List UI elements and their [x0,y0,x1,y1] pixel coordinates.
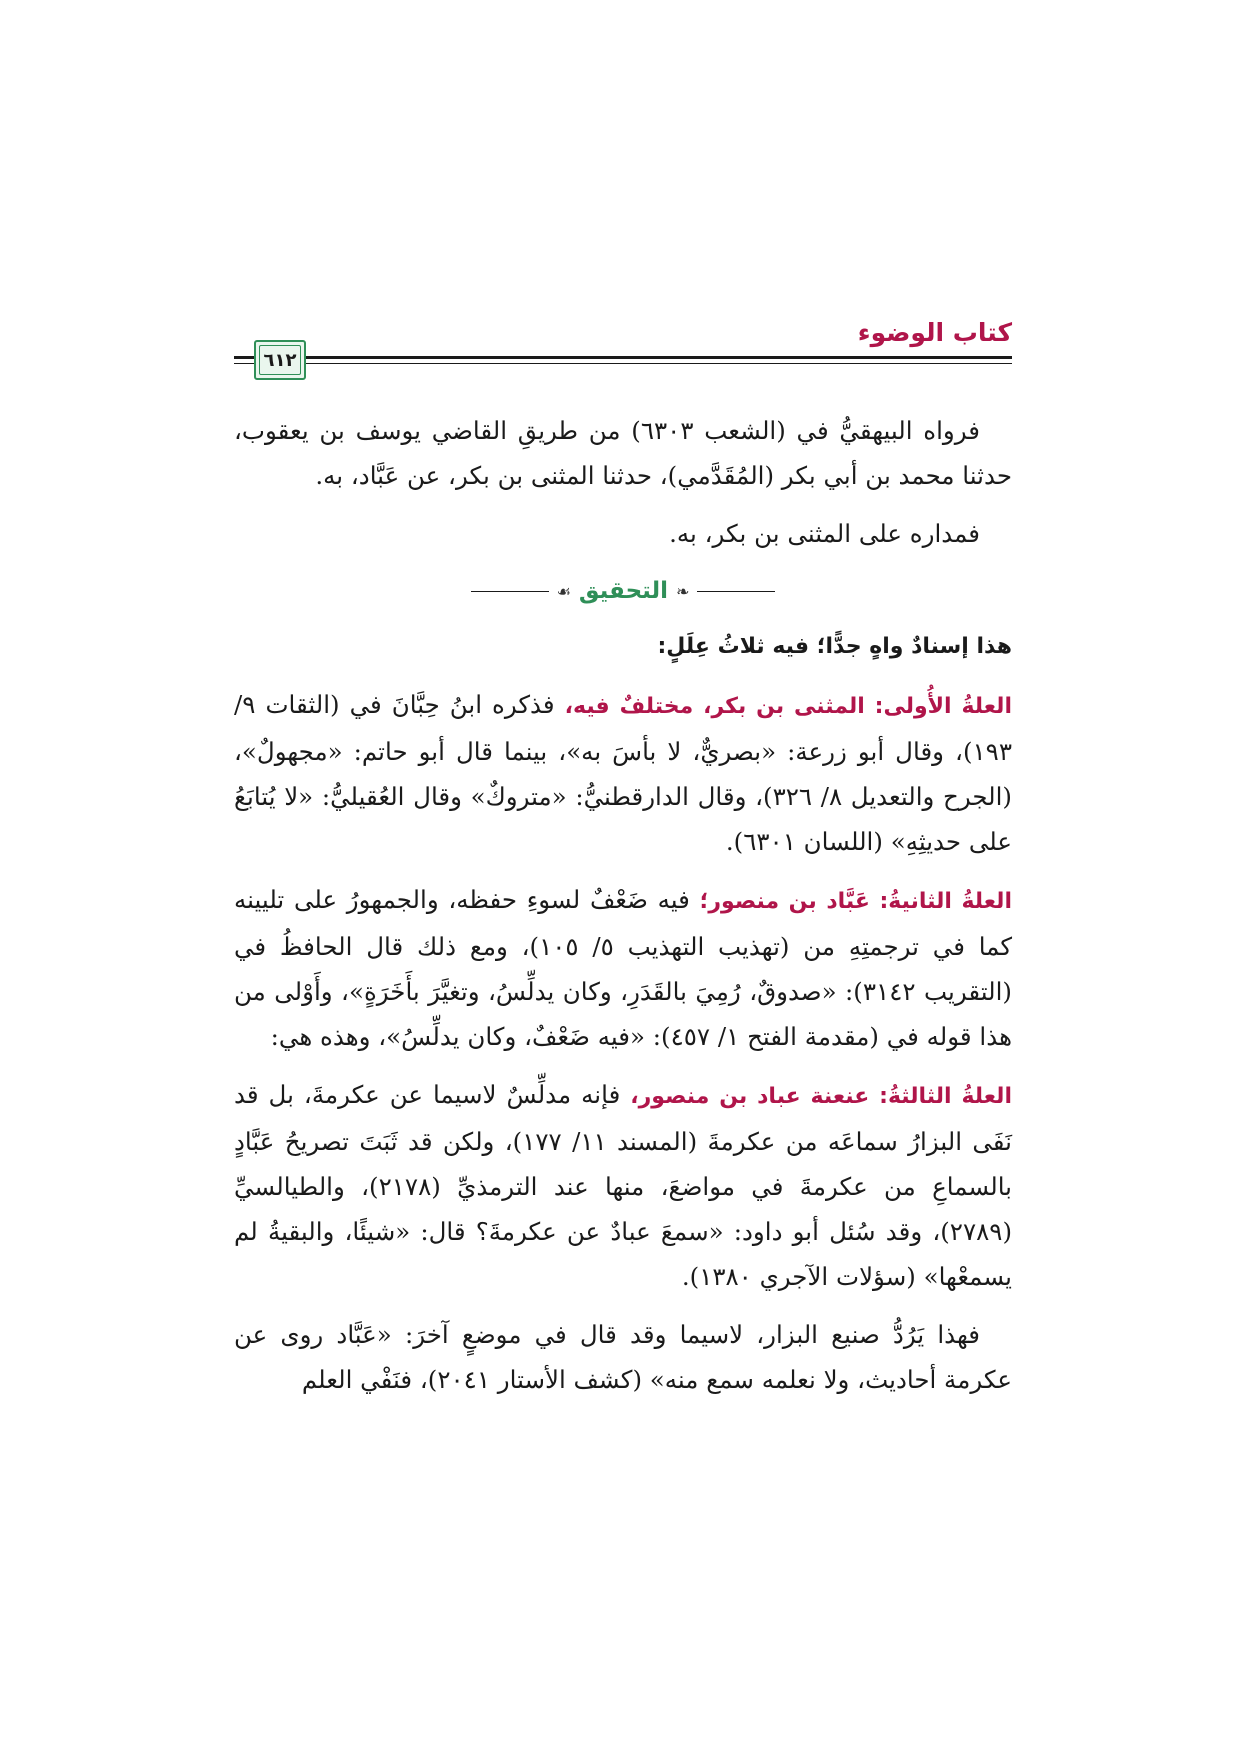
illa-1-body: فذكره ابنُ حِبَّانَ في (الثقات ٩/ ١٩٣)، وقال أبو زرعة: «بصريٌّ، لا بأسَ به»، بينما قال أبو حاتم: «مجهولٌ»، (الجرح والتعديل ٨/ ٣٢٦)، وقال الدارقطنيُّ: «متروكٌ» وقال العُقيليُّ: «لا يُتابَعُ على حديثِهِ» (اللسان ٦٣٠١). [234,690,1012,856]
intro-text: هذا إسنادٌ واهٍ جدًّا؛ فيه ثلاثُ عِلَلٍ: [657,634,1012,659]
illa-3-heading: العلةُ الثالثةُ: عنعنة عباد بن منصور، [630,1084,1012,1109]
intro-paragraph [234,622,1012,669]
section-title: التحقيق [578,578,669,604]
paragraph-2: فمداره على المثنى بن بكر، به. [669,519,980,548]
book-title: كتاب الوضوء [857,318,1012,347]
illa-3-paragraph [234,1072,1012,1299]
illa-2-body: فيه ضَعْفٌ لسوءِ حفظه، والجمهورُ على تليينه كما في ترجمتِهِ من (تهذيب التهذيب ٥/ ١٠٥)، ومع ذلك قال الحافظُ في (التقريب ٣١٤٢): «صدوقٌ، رُمِيَ بالقَدَرِ، وكان يدلِّسُ، وتغيَّرَ بأَخَرَةٍ»، وأَوْلى من هذا قوله في (مقدمة الفتح ١/ ٤٥٧): «فيه ضَعْفٌ، وكان يدلِّسُ»، وهذه هي: [234,885,1012,1051]
page-number: ٦١٢ [263,349,297,371]
header-rule-left-thin [234,363,254,364]
illa-1-heading: العلةُ الأُولى: المثنى بن بكر، مختلفٌ فيه، [564,694,1012,719]
illa-3-body: فإنه مدلِّسٌ لاسيما عن عكرمةَ، بل قد نَفَى البزارُ سماعَه من عكرمةَ (المسند ١١/ ١٧٧)، ولكن قد ثَبَتَ تصريحُ عَبَّادٍ بالسماعِ من عكرمةَ في مواضعَ، منها عند الترمذيِّ (٢١٧٨)، والطيالسيِّ (٢٧٨٩)، وقد سُئل أبو داود: «سمعَ عبادٌ عن عكرمةَ؟ قال: «شيئًا، والبقيةُ لم يسمعْها» (سؤلات الآجري ١٣٨٠). [234,1080,1013,1291]
divider-line-left [471,591,549,592]
last-paragraph: فهذا يَرُدُّ صنيع البزار، لاسيما وقد قال في موضعٍ آخرَ: «عَبَّاد روى عن عكرمة أحاديث، ولا نعلمه سمع منه» (كشف الأستار ٢٠٤١)، فنَفْي العلم [234,1320,1012,1394]
illa-1-paragraph [234,682,1012,864]
page-number-badge [254,340,306,380]
illa-2-heading: العلةُ الثانيةُ: عَبَّاد بن منصور؛ [699,889,1012,914]
header-rule-thick [306,356,1012,359]
divider-line-right [697,591,775,592]
header-rule-left-thick [234,356,254,359]
page-header [234,318,1012,388]
ornament-right-icon: ❧ [676,582,690,601]
header-rule-thin [306,363,1012,364]
page-body [234,408,1012,1415]
illa-2-paragraph [234,877,1012,1059]
ornament-left-icon: ☙ [556,582,571,601]
paragraph-1: فرواه البيهقيُّ في (الشعب ٦٣٠٣) من طريقِ القاضي يوسف بن يعقوب، حدثنا محمد بن أبي بكر (المُقَدَّمي)، حدثنا المثنى بن بكر، عن عَبَّاد، به. [234,416,1012,490]
section-divider [234,569,1012,614]
